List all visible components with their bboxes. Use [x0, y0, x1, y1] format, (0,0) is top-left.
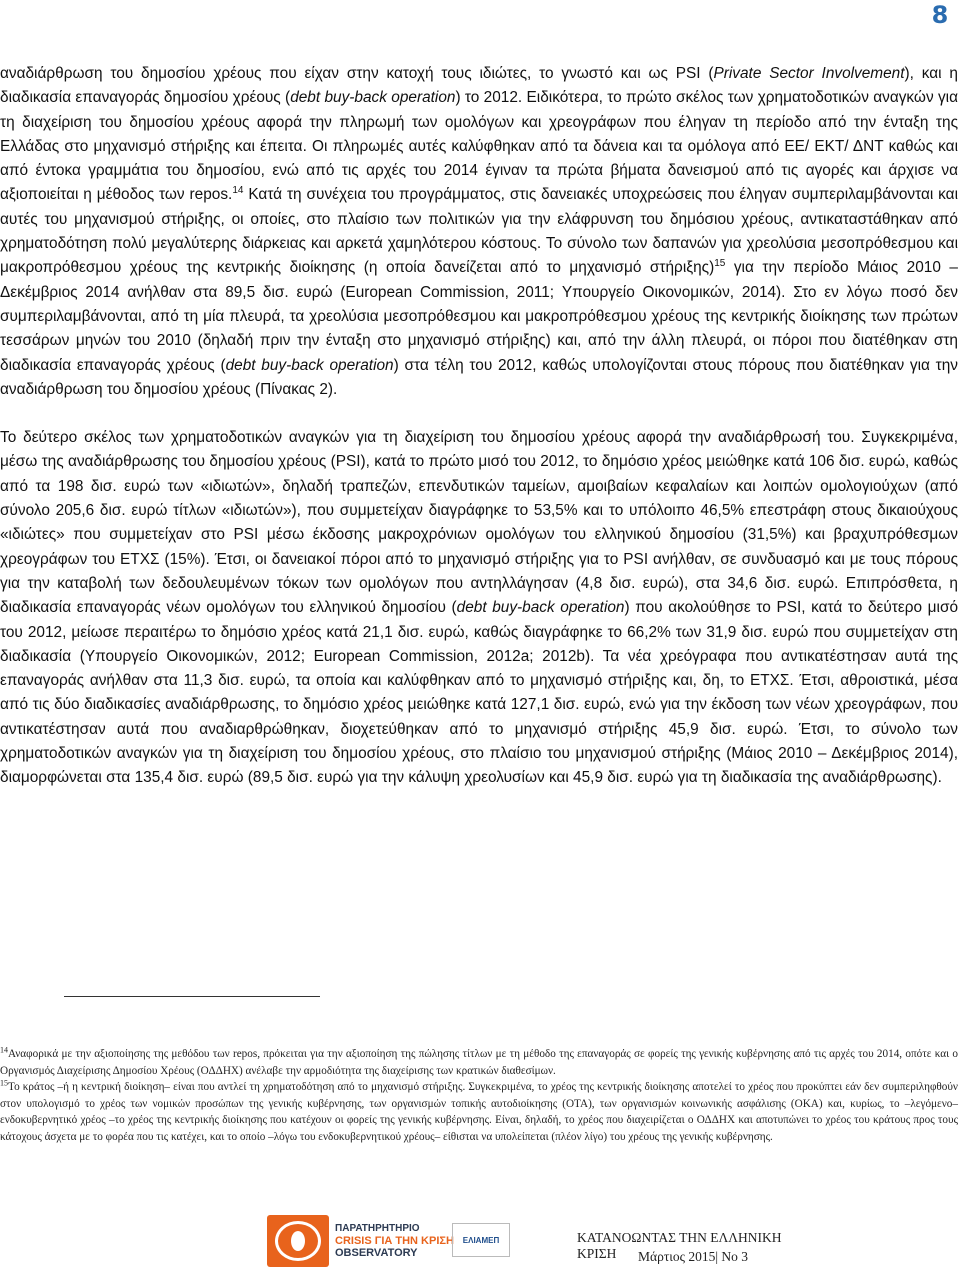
- italic-term: debt buy-back operation: [456, 599, 625, 617]
- footnote-ref-15[interactable]: 15: [714, 258, 726, 270]
- text-run: ) που ακολούθησε το PSI, κατά το δεύτερο μισό του 2012, μείωσε περαιτέρω το δημόσιο χρέος κατά 21,1 δισ. ευρώ, καθώς διαγράφηκε το 66,2% των 31,9 δισ. ευρώ που συμμετείχαν στη διαδικασία (Υπουργείο Οικονομικών, 2012; European Commission, 2012a; 2012b). Τα νέα χρεόγραφα που αντικατέστησαν αυτά της επαναγοράς ανήλθαν στα 11,3 δισ. ευρώ, τα οποία και καλύφθηκαν από το μηχανισμό στήριξης και, δη, το ΕΤΧΣ. Έτσι, αθροιστικά, μέσα από τις δύο διαδικασίες αναδιάρθρωσης, το δημόσιο χρέος μειώθηκε κατά 127,1 δισ. ευρώ, ενώ για την έκδοση των νέων χρεογράφων, που αντικατέστησαν αυτά που αναδιαρθρώθηκαν, διοχετεύθηκαν από το μηχανισμό στήριξης 45,9 δισ. ευρώ. Έτσι, το σύνολο των χρηματοδοτικών αναγκών για τη διαχείριση του δημοσίου χρέους, στο πλαίσιο του μηχανισμού στήριξης (Μάιος 2010 – Δεκέμβριος 2014), διαμορφώνεται στα 135,4 δισ. ευρώ (89,5 δισ. ευρώ για την κάλυψη χρεολυσίων και 45,9 δισ. ευρώ για τη διαδικασία της αναδιάρθρωσης).: [0, 599, 959, 787]
- italic-term: Private Sector Involvement: [713, 65, 905, 82]
- italic-term: debt buy-back operation: [225, 356, 394, 374]
- observatory-logo-icon: [267, 1215, 329, 1267]
- page-number: 8: [931, 1, 949, 29]
- paragraph-2: [0, 426, 958, 790]
- footnote-ref-14[interactable]: 14: [232, 185, 244, 197]
- footnote-text: Αναφορικά με την αξιοποίησης της μεθόδου των repos, πρόκειται για την αξιοποίηση της πώλησης τίτλων με τη μέθοδο της επαναγοράς σε φορείς της γενικής κυβέρνησης από τις αρχές του 2014, οπότε και ο Οργανισμός Διαχείρισης Δημοσίου Χρέους (ΟΔΔΗΧ) ανέλαβε την αρμοδιότητα της διαχείρισης των κρατικών διαθεσίμων.: [0, 1048, 958, 1077]
- footnote-14: [0, 1046, 958, 1079]
- italic-term: debt buy-back operation: [290, 89, 456, 107]
- eliamep-logo: ΕΛΙΑΜΕΠ: [452, 1223, 510, 1257]
- text-run: Το δεύτερο σκέλος των χρηματοδοτικών αναγκών για τη διαχείριση του δημοσίου χρέους αφορά την αναδιάρθρωσή του. Συγκεκριμένα, μέσω της αναδιάρθρωσης του δημοσίου χρέους (PSI), κατά το πρώτο μισό του 2012, το δημόσιο χρέος μειώθηκε κατά 106 δισ. ευρώ, καθώς από τα 198 δισ. ευρώ των «ιδιωτών», δηλαδή τραπεζών, επενδυτικών ταμείων, αμοιβαίων κεφαλαίων και λοιπών ομολογιούχων (από σύνολο 205,6 δισ. ευρώ τίτλων «ιδιωτών»), που συμμετείχαν διαγράφηκε το 53,5% και το υπόλοιπο 46,5% επεστράφη στους δικαιούχους «ιδιώτες» που συμμετείχαν στο PSI μέσω έκδοσης μακροχρόνιων ομολόγων του ελληνικού δημοσίου (31,5%) και βραχυπρόθεσμων χρεογράφων του ΕΤΧΣ (15%). Έτσι, οι δανειακοί πόροι από το μηχανισμό στήριξης για το PSI ανήλθαν, σε συνδυασμό και με τους πόρους για την καταβολή των δεδουλευμένων τόκων των ομολόγων που αντηλλάγησαν (4,8 δισ. ευρώ), στα 34,6 δισ. ευρώ. Επιπρόσθετα, η διαδικασία επαναγοράς νέων ομολόγων του ελληνικού δημοσίου (: [0, 429, 958, 617]
- main-body-text: [0, 62, 958, 791]
- logo-line: CRISIS ΓΙΑ ΤΗΝ ΚΡΙΣΗ: [335, 1235, 454, 1247]
- footnotes: [0, 1046, 958, 1145]
- logo-text: [335, 1223, 454, 1259]
- text-run: Κατά τη συνέχεια του προγράμματος, στις δανειακές υποχρεώσεις που έληγαν συμπεριλαμβάνονται και αυτές του μηχανισμού στήριξης, οι οποίες, στο πλαίσιο των πολιτικών για την ελάφρυνση του δημόσιου χρέους, αντικαταστάθηκαν από χρηματοδότηση πολύ μεγαλύτερης διάρκειας και αρκετά χαμηλότερου κόστους. Το σύνολο των δαπανών για χρεολύσια μεσοπρόθεσμου και μακροπρόθεσμου χρέους της κεντρικής διοίκησης (η οποία δανείζεται από το μηχανισμό στήριξης): [0, 186, 959, 277]
- logo-line: ΠΑΡΑΤΗΡΗΤΗΡΙΟ: [335, 1223, 420, 1234]
- footnote-number: 14: [0, 1045, 8, 1055]
- logo-line: OBSERVATORY: [335, 1247, 418, 1259]
- text-run: για την περίοδο Μάιος 2010 – Δεκέμβριος 2014 ανήλθαν στα 89,5 δισ. ευρώ (European Commission, 2011; Υπουργείο Οικονομικών, 2014). Στο εν λόγω ποσό δεν συμπεριλαμβάνονται, από τη μία πλευρά, τα χρεολύσια μεσοπρόθεσμου και μακροπρόθεσμου χρέους της κεντρικής διοίκησης των πρώτων τεσσάρων μηνών του 2010 (δηλαδή πριν την ένταξη στο μηχανισμό στήριξης) και, από την άλλη πλευρά, οι πόροι που διατέθηκαν στη διαδικασία επαναγοράς χρέους (: [0, 259, 958, 374]
- footnote-separator: [64, 996, 320, 997]
- crisis-observatory-logo: [267, 1215, 565, 1267]
- text-run: ), και η διαδικασία επαναγοράς δημοσίου χρέους (: [0, 65, 958, 107]
- footnote-15: [0, 1079, 958, 1145]
- text-run: ) στα τέλη του 2012, καθώς υπολογίζονται στους πόρους που διατέθηκαν για την αναδιάρθρωση του δημοσίου χρέους (Πίνακας 2).: [0, 356, 958, 398]
- text-run: αναδιάρθρωση του δημοσίου χρέους που είχαν στην κατοχή τους ιδιώτες, το γνωστό και ως PSI (: [0, 65, 714, 82]
- paragraph-1: [0, 62, 958, 402]
- text-run: ) το 2012. Ειδικότερα, το πρώτο σκέλος των χρηματοδοτικών αναγκών για τη διαχείριση του δημοσίου χρέους αφορά την πληρωμή των ομολόγων και χρεογράφων που έληγαν τη περίοδο από την ένταξη της Ελλάδας στο μηχανισμό στήριξης και έπειτα. Οι πληρωμές αυτές καλύφθηκαν από τα δάνεια και τα ομόλογα από ΕΕ/ ΕΚΤ/ ΔΝΤ καθώς και από έντοκα γραμμάτια του δημοσίου, ενώ από τις αρχές του 2014 έγιναν τα πρώτα βήματα δανεισμού από τις αγορές και άρχισε να αξιοποιείται η μέθοδος των repos.: [0, 89, 958, 204]
- footer-title: ΚΑΤΑΝΟΩΝΤΑΣ ΤΗΝ ΕΛΛΗΝΙΚΗ ΚΡΙΣΗ: [577, 1230, 782, 1261]
- footnote-number: 15: [0, 1078, 8, 1088]
- footer-issue: Μάρτιος 2015| Νο 3: [638, 1249, 749, 1264]
- footnote-text: Το κράτος –ή η κεντρική διοίκηση– είναι που αντλεί τη χρηματοδότηση από το μηχανισμό στήριξης. Συγκεκριμένα, το χρέος της κεντρικής διοίκησης αποτελεί το χρέος που προκύπτει εάν δεν συμπεριληφθούν στον υπολογισμό το χρέος των νομικών προσώπων της γενικής κυβέρνησης, των οργανισμών τοπικής αυτοδιοίκησης (ΟΤΑ), των οργανισμών κοινωνικής ασφάλισης (ΟΚΑ) και, κυρίως, το –λεγόμενο– ενδοκυβερνητικό χρέος –το χρέος της κεντρικής διοίκησης που κατέχουν οι φορείς της γενικής κυβέρνησης. Είναι, δηλαδή, το χρέος που διαχειρίζεται ο ΟΔΔΗΧ και αποτυπώνει το χρέος του κράτους προς τους κάτοχους άσχετα με το φορέα που τις κατέχει, και το οποίο –λόγω του ενδοκυβερνητικού χρέους– είθισται να υπολείπεται (πλέον λίγο) του χρέους της γενικής κυβέρνησης.: [0, 1081, 958, 1143]
